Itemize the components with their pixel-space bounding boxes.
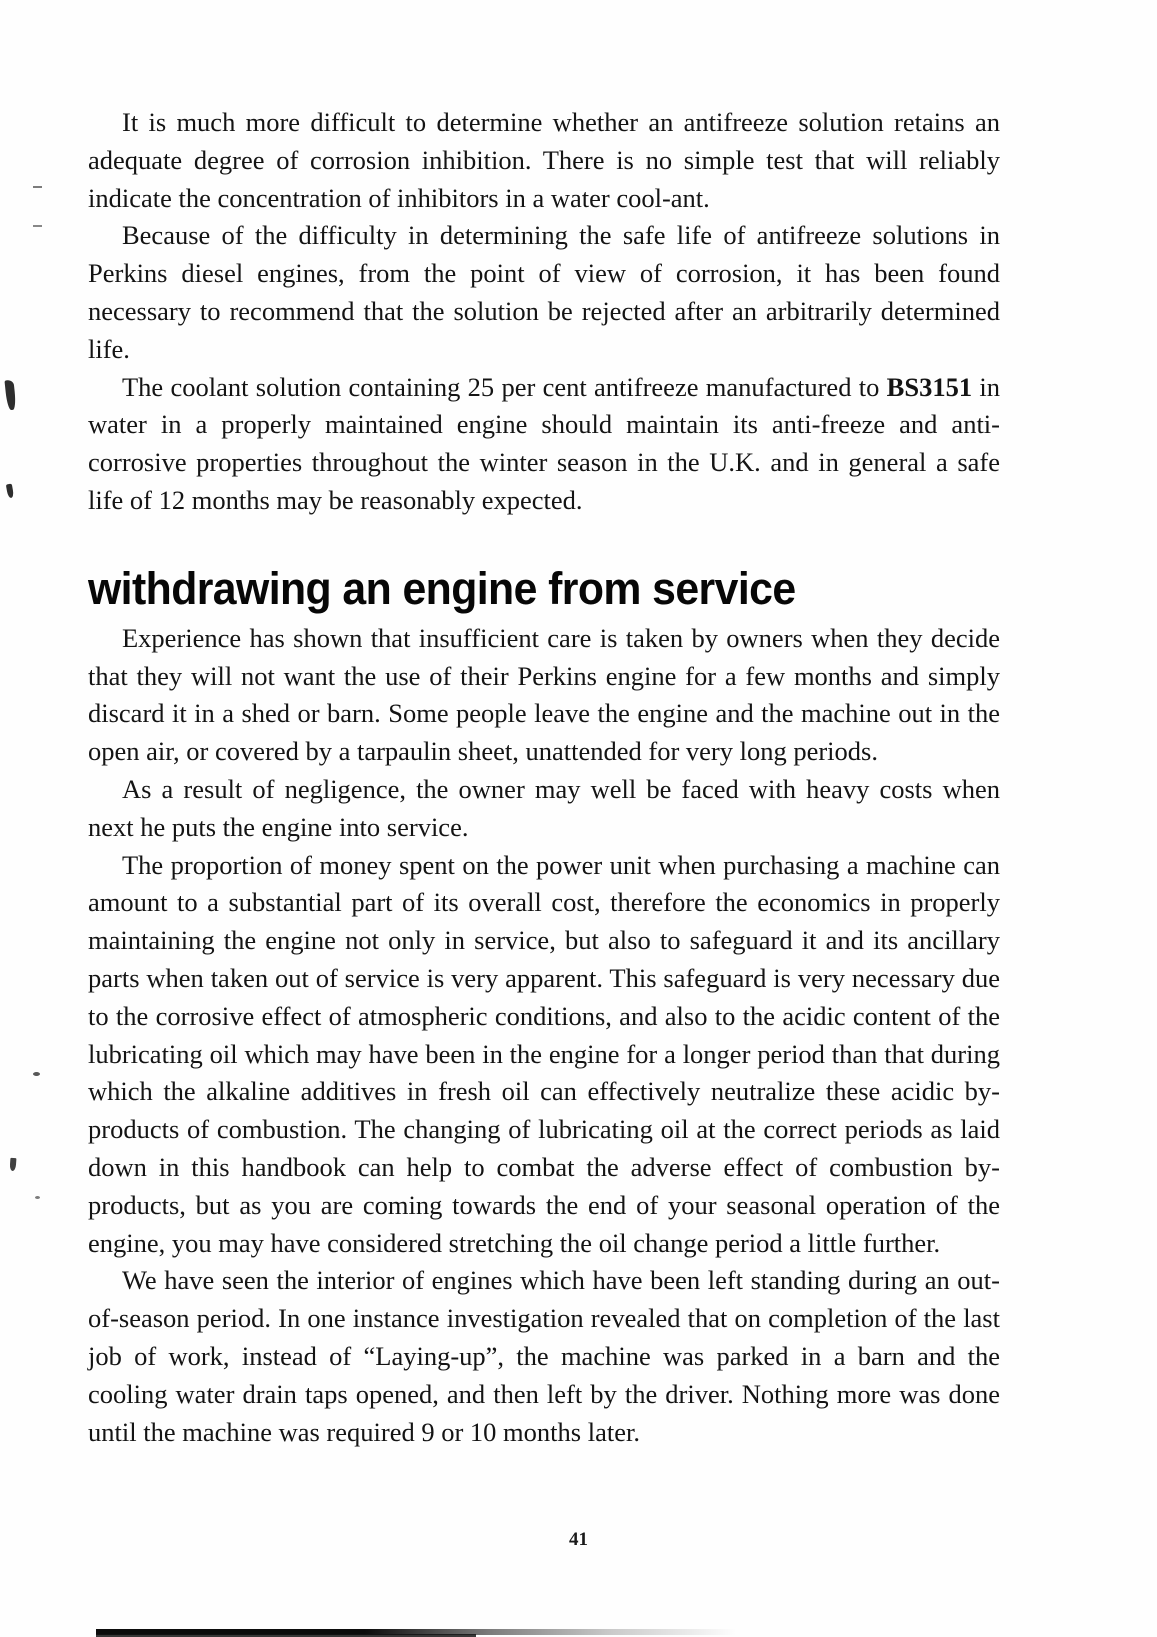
paragraph-safe-life-recommendation: Because of the difficulty in determining the safe life of antifreeze solutions in Perkins diesel engines, from the point of view of corrosion, it has been found necessary to recommend that the solution be rejected after an arbitrarily determined life. [88, 220, 1000, 364]
scan-speck-icon [35, 1196, 40, 1199]
page-title: withdrawing an engine from service [88, 562, 796, 614]
paragraph-proportion-of-money: The proportion of money spent on the power unit when purchasing a machine can amount to a substantial part of its overall cost, therefore the economics in properly maintaining the engine not only in service, but also to safeguard it and its ancillary parts when taken out of service is very apparent. This safeguard is very necessary due to the corrosive effect of atmospheric conditions, and also to the acidic content of the lubricating oil which may have been in the engine for a longer period than that during which the alkaline additives in fresh oil can effectively neutralize these acidic by-products of combustion. The changing of lubricating oil at the correct periods as laid down in this handbook can help to combat the adverse effect of combustion by-products, but as you are coming towards the end of your seasonal operation of the engine, you may have considered stretching the oil change period a little further. [88, 849, 1000, 1258]
paragraph-insufficient-care: Experience has shown that insufficient care is taken by owners when they decide that they will not want the use of their Perkins engine for a few months and simply discard it in a shed or barn. Some people leave the engine and the machine out in the open air, or covered by a tarpaulin sheet, unattended for very long periods. [88, 622, 1000, 767]
paragraph-coolant-text-tail: in water in a properly maintained engine should maintain its anti-freeze and anti-corrosive properties throughout the winter season in the U.K. and in general a safe life of 12 months may be reasonably expected. [88, 371, 1000, 515]
scan-speck-icon [33, 225, 42, 227]
paragraph-antifreeze-difficulty: It is much more difficult to determine whether an antifreeze solution retains an adequate degree of corrosion inhibition. There is no simple test that will reliably indicate the concentration of inhibitors in a water cool-ant. [88, 107, 1000, 213]
paragraph-coolant-text-lead: The coolant solution containing 25 per cent antifreeze manufactured to [122, 371, 887, 402]
paragraph-coolant-bs3151 [88, 369, 1000, 520]
scan-speck-icon [33, 186, 42, 188]
heading-spacer-top [88, 520, 1000, 564]
scan-smudge-icon [10, 1158, 17, 1171]
page-text-column [88, 104, 1000, 1451]
paragraph-negligence-costs: As a result of negligence, the owner may well be faced with heavy costs when next he puts the engine into service. [88, 773, 1000, 842]
scan-speck-icon [33, 1072, 40, 1076]
standard-code-bs3151: BS3151 [886, 371, 973, 402]
paragraph-engine-interiors-example: We have seen the interior of engines which have been left standing during an out-of-season period. In one instance investigation revealed that on completion of the last job of work, instead of “Laying-up”, the machine was parked in a barn and the cooling water drain taps opened, and then left by the driver. Nothing more was done until the machine was required 9 or 10 months later. [88, 1265, 1000, 1447]
scan-smudge-icon [4, 380, 16, 411]
page-number: 41 [569, 1529, 588, 1550]
scan-smudge-icon [6, 484, 14, 499]
